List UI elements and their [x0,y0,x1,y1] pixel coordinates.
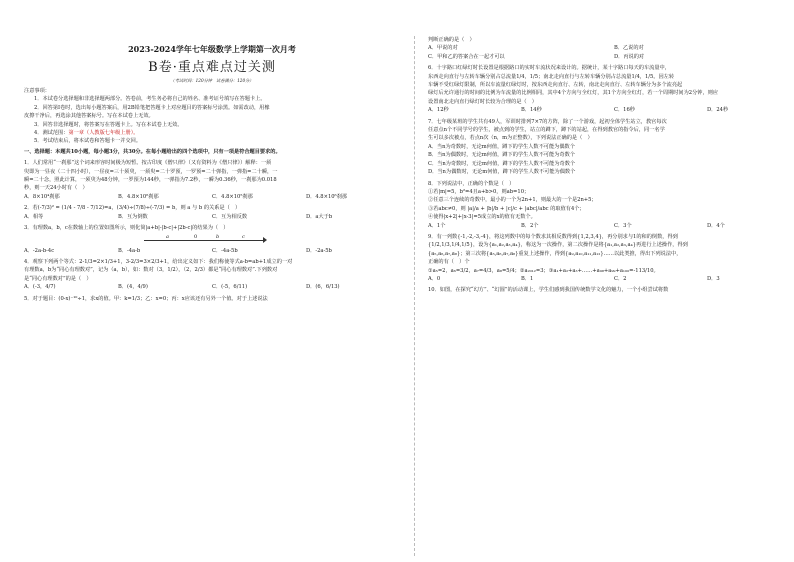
column-divider [414,36,415,556]
note-5: 5．考试结束后，将本试卷和答题卡一并交回。 [34,138,142,145]
q5-line-1: 5．对于题目：(0-x)⁻¹⁰÷1，求x的值。甲：k=1/3；乙：x=0；丙：x应该还有另外一个值。对于上述说法 [24,295,268,302]
section-1-heading: 一、选择题：本题共10小题，每小题3分，共30分。在每小题给出的四个选项中，只有一项是符合题目要求的。 [24,148,281,155]
q7-option-a: A．当n为奇数时，无论m何值，蹲下的学生人数不可能为偶数个 [428,143,575,150]
q6-option-c: C．16秒 [614,107,635,114]
q9-option-a: A．0 [428,275,441,282]
q8-option-c: C．3个 [614,222,632,229]
q9-line-1: 9．有一列数{-1,-2,-3,-4}，将这列数中的每个数求其相反数得到{1,2,3,4}，再分别求与1的和的倒数，得到 [428,233,678,240]
q2-option-d: D．a大于b [306,213,333,220]
q4-option-a: A．(-3，4/7) [24,284,56,291]
q5-continuation: 判断正确的是（ ） [428,37,475,43]
q7-line-1: 7．七年级某班的学生共有49人，军训时排列7×7的方阵，除了一个游戏，起初全体学生站立，教官每次 [428,118,667,125]
test-scope: 第一章（人教版七年级上册）。 [68,130,139,137]
q6-options [428,106,794,114]
number-line-label-b: b [216,233,220,240]
q1-option-b: B．4.8×10⁶刹那 [118,193,159,200]
q7-option-c: C．当n为奇数时，无论m何值，蹲下的学生人数不可能为奇数个 [428,160,576,167]
note-2a: 2．回答第Ⅰ卷时，选出每小题答案后，用2B铅笔把答题卡上对应题目的答案标号涂黑。如需改动，用橡 [34,104,270,111]
q10-line-1: 10．如图，在探究“幻方”、“幻圆”的活动课上，学生们感到我国传统数学文化的魅力，一个小组尝试将数 [428,287,669,294]
q2-option-a: A．相等 [24,213,44,220]
notes-heading: 注意事项： [24,88,50,94]
q1-option-c: C．4.8×10⁵刹那 [212,193,253,200]
exam-meta: （考试时间：120分钟 试卷满分：120分） [170,78,254,83]
q5-option-d: D．丙说的对 [614,53,645,60]
q4-options [24,283,400,291]
q1-line-4: 秒，则一天24小时有（ ） [24,185,88,192]
q5-option-b: B．乙说的对 [614,45,644,52]
q3-option-d: D．-2a-5b [306,247,332,254]
q8-option-b: B．2个 [521,222,539,229]
exam-subtitle: B卷·重点难点过关测 [148,60,276,75]
number-line-axis [144,240,264,241]
q4-line-3: 是“同心有理数对”的是（ ） [24,275,92,282]
note-3: 3．回答非选择题时，将答案写在答题卡上。写在本试卷上无效。 [34,121,183,128]
q5-options-row-2 [428,53,794,61]
q4-option-c: C．(-5，6/11) [212,284,248,291]
q6-option-a: A．12秒 [428,107,449,114]
q7-option-d: D．当n为偶数时，无论m何值，蹲下的学生人数不可能为偶数个 [428,169,576,176]
q9-line-3: {a₅,a₆,a₇,a₈}；第三次将{a₅,a₆,a₇,a₈}重复上述操作，得到{a₉,a₁₀,a₁₁,a₁₂}……以此类推，得出下列说法中， [428,250,682,257]
exam-title: 2023-2024学年七年级数学上学期第一次月考 [128,44,296,54]
q9-option-c: C．2 [614,275,627,282]
q6-option-b: B．14秒 [521,107,542,114]
q7-option-b: B．当n为偶数时，无论m何值，蹲下的学生人数不可能为奇数个 [428,152,575,159]
q3-options [24,247,400,255]
q8-statement-3: ③若abc≠0，则 |a|/a + |b|/b + |c|/c + |abc|/abc 的取值有4个； [428,205,585,212]
q2-option-b: B．互为倒数 [118,213,148,220]
q9-statements: ①a₅=2，a₆=3/2，a₇=4/3，a₈=5/4；②a₂₀₁₂=3；③a₁+a₂+a₃+……+a₉₈+a₉₉+a₁₀₀=-113/10。 [428,267,659,274]
number-line-arrow [263,237,267,243]
q6-line-1: 6．十字路口红绿灯时长设置是根据路口的实时车流状况来设计的。据统计，某十字路口每天的车流量中， [428,65,670,72]
q8-stem: 8．下列说法中，正确的个数是（ ） [428,180,515,187]
q4-option-b: B．(4，4/9) [118,284,148,291]
q1-line-2: 臾即为一昼夜（二十四小时），一昼夜=三十须臾，一须臾=二十罗预，一罗预=二十弹指，一弹指=二十瞬，一 [24,168,278,175]
q1-option-a: A．8×10⁴刹那 [24,193,60,200]
note-1: 1．本试卷分选择题和非选择题两部分。答卷前，考生务必将自己的姓名、准考证号填写在答题卡上。 [34,96,266,103]
q3-stem: 3．有理数a，b，c在数轴上的位置如图所示，则化简|a+b|-|b-c|+|2b-c|的结果为（ ） [24,225,229,232]
number-line-label-0: 0 [194,233,198,240]
q3-option-c: C．-4a-5b [212,247,238,254]
q7-line-2: 任意点n个不同学号的学生，被点到的学生，站立的蹲下，蹲下的站起，在得到教官的指令后，同一名学 [428,127,665,134]
q9-line-4: 正确的有（ ）个 [428,259,470,266]
number-line-label-c: c [242,233,245,240]
q5-option-a: A．甲说的对 [428,45,458,52]
q8-statement-2: ②任意三个连续的奇数中，最小的一个为2n+1，则最大的一个是2n+5； [428,197,597,204]
q9-option-d: D．3 [707,275,720,282]
q4-option-d: D．(6，6/13) [306,284,340,291]
number-line-label-a: a [166,233,169,240]
q9-options [428,275,794,283]
q6-line-3: 车辆不受红绿灯限制，所以车流量红绿灯时，按东西走向直行、左转，南北走向直行、左转车辆分为多个流亮起 [428,82,683,89]
q3-option-a: A．-2a-b-4c [24,247,55,254]
q4-line-2: 有理数a，b为“同心有理数对”，记为（a，b），如：数对（3，1/2），（2，2/3）都是“同心有理数对”.下列数对 [24,267,278,274]
q5-option-c: C．甲和乙的答案合在一起才可以 [428,53,505,60]
q1-line-3: 瞬=二十念，照此计算，一须臾为48分钟，一罗预为144秒，一弹指为7.2秒，一瞬为0.36秒，一刹那为0.018 [24,177,277,184]
q8-statement-4: ④使得|x+2|+|x-3|=5成立的x的值有无数个。 [428,214,536,221]
q7-line-3: 生可以多次被点，若点n次（n，m为正整数），下列说法正确的是（ ） [428,135,593,142]
note-4-prefix: 4．测试范围： [34,130,69,137]
q9-line-2: {1/2,1/3,1/4,1/5}，设为{a₁,a₂,a₃,a₄}，称这为一次操作，第二次操作是将{a₁,a₂,a₃,a₄}再进行上述操作，得到 [428,242,688,249]
note-4 [24,129,400,137]
q9-option-b: B．1 [521,275,534,282]
q6-option-d: D．24秒 [707,107,729,114]
q1-options [24,193,400,201]
q5-options-row-1 [428,44,794,52]
q2-stem: 2．若(-7/3)² = (1/4 - 7/8 - 7/12)=a，(3/4)÷(7/8)÷(-7/3) = b，则 a 与 b 的关系是（ ） [24,205,241,212]
q2-options [24,213,400,221]
number-line [144,235,264,245]
q3-option-b: B．-4a-b [118,247,141,254]
q4-line-1: 4．观察下列两个等式：2-1/3=2×1/3+1，3-2/3=3×2/3+1，给出定义如下：我们称使等式a-b=ab+1成立的一对 [24,258,293,265]
note-2b: 皮擦干净后，再选涂其他答案标号。写在本试卷上无效。 [24,113,154,120]
q8-options [428,222,794,230]
left-column [24,36,400,303]
q1-option-d: D．4.8×10⁶刹那 [306,193,347,200]
q2-option-c: C．互为相反数 [212,213,248,220]
q6-line-5: 设置南北走向直行绿灯时长较为合理的是（ ） [428,98,537,105]
q8-statement-1: ①若|m|=5，b²=4且a+b>0，则ab=10； [428,188,530,195]
q6-line-2: 东西走向直行与左转车辆分别占总流量1/4，1/5；南北走向直行与左转车辆分别占总流量1/4，1/5。因左转 [428,73,675,80]
q8-option-d: D．4个 [707,222,725,229]
q1-line-1: 1．人们常用“一刹那”这个词来形容时间极为短暂。按古印度《僧只律》（又有资料为《僧只律》）解释：一须 [24,160,272,167]
q8-option-a: A．1个 [428,222,446,229]
right-column [428,36,794,295]
q6-line-4: 绿灯后允许通行的时间的比例为车流量的比例相同，其中4个方向与全红灯，其1个方向全红灯，若一个周期时间为2分钟，则应 [428,90,719,97]
